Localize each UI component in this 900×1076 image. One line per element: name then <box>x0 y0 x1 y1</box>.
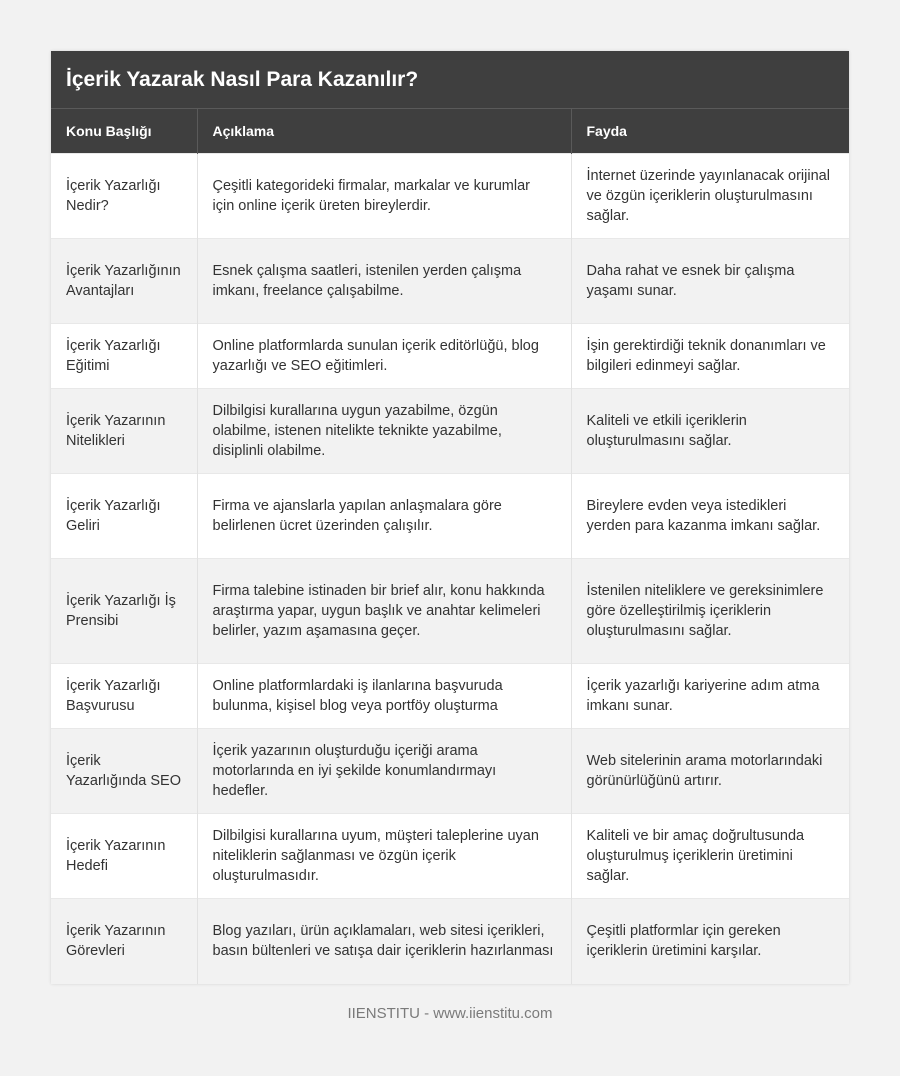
description-cell: Çeşitli kategorideki firmalar, markalar ve kurumlar için online içerik üreten bireylerdir. <box>197 154 571 239</box>
table-row <box>51 474 849 559</box>
table-row <box>51 729 849 814</box>
description-cell: Firma talebine istinaden bir brief alır, konu hakkında araştırma yapar, uygun başlık ve anahtar kelimeleri belirler, yazım aşamasına geçer. <box>197 559 571 664</box>
benefit-cell: İçerik yazarlığı kariyerine adım atma imkanı sunar. <box>571 664 849 729</box>
table-row <box>51 324 849 389</box>
description-cell: Esnek çalışma saatleri, istenilen yerden çalışma imkanı, freelance çalışabilme. <box>197 239 571 324</box>
description-cell: Dilbilgisi kurallarına uyum, müşteri taleplerine uyan niteliklerin sağlanması ve özgün içerik oluşturulmasıdır. <box>197 814 571 899</box>
topic-cell: İçerik Yazarının Hedefi <box>51 814 197 899</box>
header-row <box>51 109 849 154</box>
topic-cell: İçerik Yazarının Görevleri <box>51 899 197 984</box>
description-cell: İçerik yazarının oluşturduğu içeriği arama motorlarında en iyi şekilde konumlandırmayı hedefler. <box>197 729 571 814</box>
column-header-description: Açıklama <box>197 109 571 154</box>
table-row <box>51 239 849 324</box>
topic-cell: İçerik Yazarlığı Başvurusu <box>51 664 197 729</box>
description-cell: Firma ve ajanslarla yapılan anlaşmalara göre belirlenen ücret üzerinden çalışılır. <box>197 474 571 559</box>
topic-cell: İçerik Yazarlığı Nedir? <box>51 154 197 239</box>
table-row <box>51 664 849 729</box>
benefit-cell: İstenilen niteliklere ve gereksinimlere göre özelleştirilmiş içeriklerin oluşturulmasını sağlar. <box>571 559 849 664</box>
table-row <box>51 899 849 984</box>
benefit-cell: Kaliteli ve bir amaç doğrultusunda oluşturulmuş içeriklerin üretimini sağlar. <box>571 814 849 899</box>
description-cell: Dilbilgisi kurallarına uygun yazabilme, özgün olabilme, istenen nitelikte teknikte yazabilme, disiplinli olabilme. <box>197 389 571 474</box>
table-row <box>51 154 849 239</box>
benefit-cell: Bireylere evden veya istedikleri yerden para kazanma imkanı sağlar. <box>571 474 849 559</box>
topic-cell: İçerik Yazarlığı Eğitimi <box>51 324 197 389</box>
column-header-topic: Konu Başlığı <box>51 109 197 154</box>
topic-cell: İçerik Yazarlığı Geliri <box>51 474 197 559</box>
description-cell: Online platformlardaki iş ilanlarına başvuruda bulunma, kişisel blog veya portföy oluşturma <box>197 664 571 729</box>
topic-cell: İçerik Yazarlığı İş Prensibi <box>51 559 197 664</box>
table-card <box>51 51 849 984</box>
table-row <box>51 559 849 664</box>
table-title: İçerik Yazarak Nasıl Para Kazanılır? <box>51 51 849 109</box>
benefit-cell: Kaliteli ve etkili içeriklerin oluşturulmasını sağlar. <box>571 389 849 474</box>
benefit-cell: İşin gerektirdiği teknik donanımları ve bilgileri edinmeyi sağlar. <box>571 324 849 389</box>
column-header-benefit: Fayda <box>571 109 849 154</box>
description-cell: Blog yazıları, ürün açıklamaları, web sitesi içerikleri, basın bültenleri ve satışa dair içeriklerin hazırlanması <box>197 899 571 984</box>
topic-cell: İçerik Yazarlığının Avantajları <box>51 239 197 324</box>
footer-credit: IIENSTITU - www.iienstitu.com <box>347 1005 553 1022</box>
topic-cell: İçerik Yazarlığında SEO <box>51 729 197 814</box>
table-row <box>51 814 849 899</box>
table-row <box>51 389 849 474</box>
topic-cell: İçerik Yazarının Nitelikleri <box>51 389 197 474</box>
benefit-cell: Çeşitli platformlar için gereken içeriklerin üretimini karşılar. <box>571 899 849 984</box>
benefit-cell: İnternet üzerinde yayınlanacak orijinal ve özgün içeriklerin oluşturulmasını sağlar. <box>571 154 849 239</box>
content-table <box>51 109 849 984</box>
benefit-cell: Daha rahat ve esnek bir çalışma yaşamı sunar. <box>571 239 849 324</box>
benefit-cell: Web sitelerinin arama motorlarındaki görünürlüğünü artırır. <box>571 729 849 814</box>
description-cell: Online platformlarda sunulan içerik editörlüğü, blog yazarlığı ve SEO eğitimleri. <box>197 324 571 389</box>
